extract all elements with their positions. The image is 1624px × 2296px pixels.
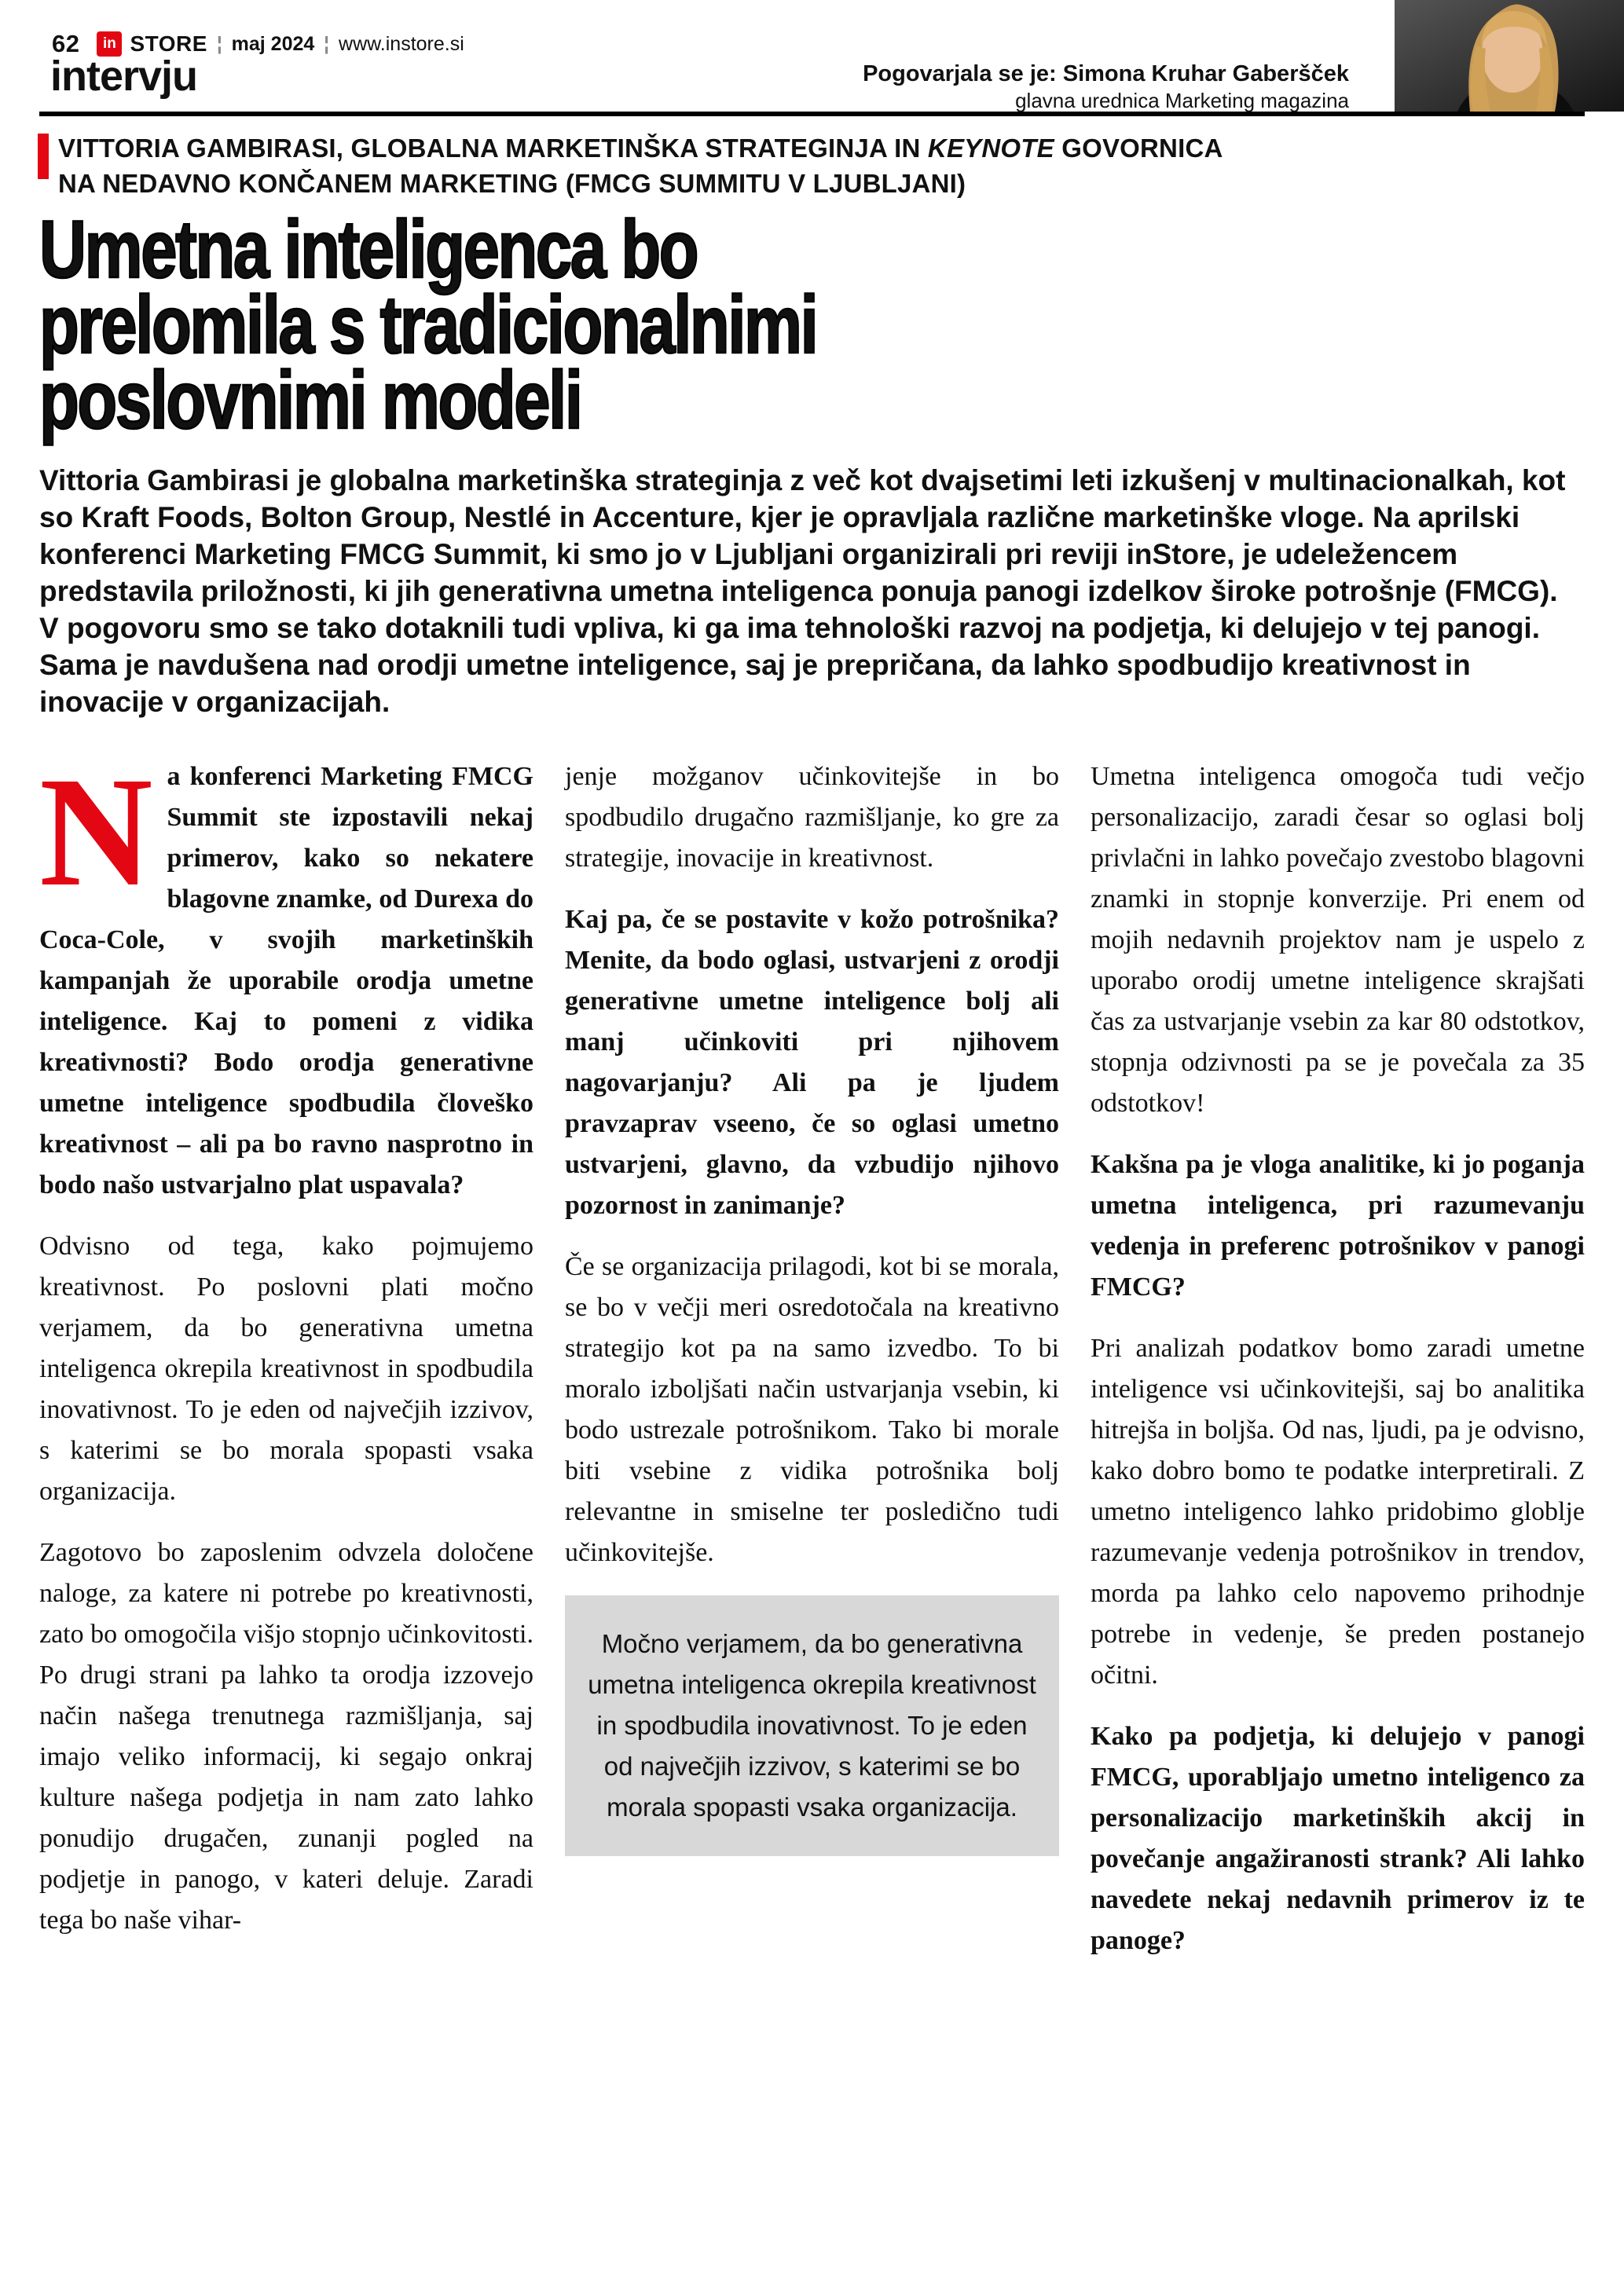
answer-paragraph: Če se organizacija prilagodi, kot bi se morala, se bo v večji meri osredotočala na kreativno strategijo kot pa na samo izvedbo. To bi moralo izboljšati način ustvarjanja vsebin, ki bodo ustrezale potrošnikom. Tako bi morale biti vsebine z vidika potrošnika bolj relevantne in smiselne ter posledično tudi učinkovitejše.	[565, 1252, 1059, 1567]
answer-paragraph: Odvisno od tega, kako pojmujemo kreativnost. Po poslovni plati močno verjamem, da bo generativna umetna inteligenca okrepila kreativnost in spodbudila inovativnost. To je eden od največjih izzivov, s katerimi se bo morala spopasti vsaka organizacija.	[39, 1232, 533, 1506]
page-header	[39, 0, 1585, 112]
section-title: intervju	[50, 53, 198, 100]
headline-line-3: poslovnimi modeli	[39, 355, 581, 446]
kicker-line-2: NA NEDAVNO KONČANEM MARKETING (FMCG SUMMITU V LJUBLJANI)	[58, 169, 966, 198]
question-paragraph	[39, 745, 533, 1206]
masthead-logo-text: STORE	[130, 31, 207, 56]
body-column-3	[1091, 756, 1585, 1982]
article-body	[39, 745, 1585, 1982]
website-url: www.instore.si	[339, 32, 464, 55]
body-column-2	[565, 756, 1059, 1982]
answer-paragraph: Umetna inteligenca omogoča tudi večjo personalizacijo, zaradi česar so oglasi bolj privlačni in lahko povečajo zvestobo blagovni znamki in stopnje konverzije. Pri enem od mojih nedavnih projektov nam je uspelo z uporabo orodij umetne inteligence skrajšati čas za ustvarjanje vsebin za kar 80 odstotkov, stopnja odzivnosti pa se je povečala za 35 odstotkov!	[1091, 762, 1585, 1118]
drop-cap: N	[39, 745, 153, 919]
kicker-line1-italic: KEYNOTE	[927, 134, 1054, 163]
question-paragraph: Kaj pa, če se postavite v kožo potrošnika? Menite, da bodo oglasi, ustvarjeni z orodji generativne umetne inteligence bolj ali manj učinkoviti pri njihovem nagovarjanju? Ali pa je ljudem pravzaprav vseeno, če so oglasi umetno ustvarjeni, glavno, da vzbudijo njihovo pozornost in zanimanje?	[565, 905, 1059, 1220]
page-number: 62	[52, 30, 80, 57]
article-headline	[39, 204, 1585, 446]
answer-paragraph: Pri analizah podatkov bomo zaradi umetne inteligence vsi učinkovitejši, saj bo analitika hitrejša in boljša. Od nas, ljudi, pa je odvisno, kako dobro bomo te podatke interpretirali. Z umetno inteligenco lahko pridobimo globlje razumevanje vedenja potrošnikov in trendov, morda pa lahko celo napovemo prihodnje potrebe in vedenje, še preden postanejo očitni.	[1091, 1334, 1585, 1690]
masthead-separator: ¦	[324, 33, 330, 54]
headline-line-1: Umetna inteligenca bo	[39, 204, 698, 295]
interviewer-role: glavna urednica Marketing magazina	[1015, 89, 1349, 113]
kicker-text	[58, 130, 1223, 201]
answer-paragraph: Zagotovo bo zaposlenim odvzela določene naloge, za katere ni potrebe po kreativnosti, zato bo omogočila višjo stopnjo učinkovitosti. Po drugi strani pa lahko ta orodja izzovejo način našega trenutnega razmišljanja, saj imajo veliko informacij, ki segajo onkraj kulture našega podjetja in nam zato lahko ponudijo drugačen, zunanji pogled na podjetje in panogo, v kateri deluje. Zaradi tega bo naše vihar-	[39, 1538, 533, 1935]
interviewer-photo	[1395, 0, 1624, 112]
headline-line-2: prelomila s tradicionalnimi	[39, 280, 817, 371]
pull-quote	[565, 1595, 1059, 1856]
question-paragraph: Kako pa podjetja, ki delujejo v panogi FMCG, uporabljajo umetno inteligenco za personalizacijo marketinških akcij in povečanje angažiranosti strank? Ali lahko navedete nekaj nedavnih primerov iz te panoge?	[1091, 1722, 1585, 1955]
kicker-line1-pre: VITTORIA GAMBIRASI, GLOBALNA MARKETINŠKA STRATEGINJA IN	[58, 134, 928, 163]
interviewer-credit	[863, 60, 1349, 114]
instore-logo-icon: in	[97, 31, 122, 57]
body-column-1	[39, 745, 533, 1982]
paragraph-text: a konferenci Marketing FMCG Summit ste izpostavili nekaj primerov, kako so nekatere blagovne znamke, od Durexa do Coca-Cole, v svojih marketinških kampanjah že uporabile orodja umetne inteligence. Kaj to pomeni z vidika kreativnosti? Bodo orodja generativne umetne inteligence spodbudila človeško kreativnost – ali pa bo ravno nasprotno in bodo našo ustvarjalno plat uspavala?	[39, 762, 533, 1199]
kicker	[39, 130, 1585, 201]
masthead-separator: ¦	[216, 33, 222, 54]
interviewer-headshot-icon	[1395, 0, 1624, 112]
question-paragraph: Kakšna pa je vloga analitike, ki jo poganja umetna inteligenca, pri razumevanju vedenja in preferenc potrošnikov v panogi FMCG?	[1091, 1150, 1585, 1302]
article-intro: Vittoria Gambirasi je globalna marketinška strateginja z več kot dvajsetimi leti izkušenj v multinacionalkah, kot so Kraft Foods, Bolton Group, Nestlé in Accenture, kjer je opravljala različne marketinške vloge. Na aprilski konferenci Marketing FMCG Summit, ki smo jo v Ljubljani organizirali pri reviji inStore, je udeležencem predstavila priložnosti, ki jih generativna umetna inteligenca ponuja panogi izdelkov široke potrošnje (FMCG). V pogovoru smo se tako dotaknili tudi vpliva, ki ga ima tehnološki razvoj na podjetja, ki delujejo v tej panogi. Sama je navdušena nad orodji umetne inteligence, saj je prepričana, da lahko spodbudijo kreativnost in inovacije v organizacijah.	[39, 464, 1566, 718]
issue-date: maj 2024	[231, 32, 315, 55]
red-accent-bar	[38, 134, 49, 179]
kicker-line-1	[58, 130, 1223, 166]
answer-paragraph: jenje možganov učinkovitejše in bo spodbudilo drugačno razmišljanje, ko gre za strategije, inovacije in kreativnost.	[565, 762, 1059, 873]
interviewer-name: Pogovarjala se je: Simona Kruhar Gaberšček	[863, 61, 1349, 86]
header-rule	[39, 112, 1585, 116]
kicker-line1-post: GOVORNICA	[1054, 134, 1223, 163]
pull-quote-text: Močno verjamem, da bo generativna umetna inteligenca okrepila kreativnost in spodbudila inovativnost. To je eden od največjih izzivov, s katerimi se bo morala spopasti vsaka organizacija.	[588, 1629, 1036, 1822]
